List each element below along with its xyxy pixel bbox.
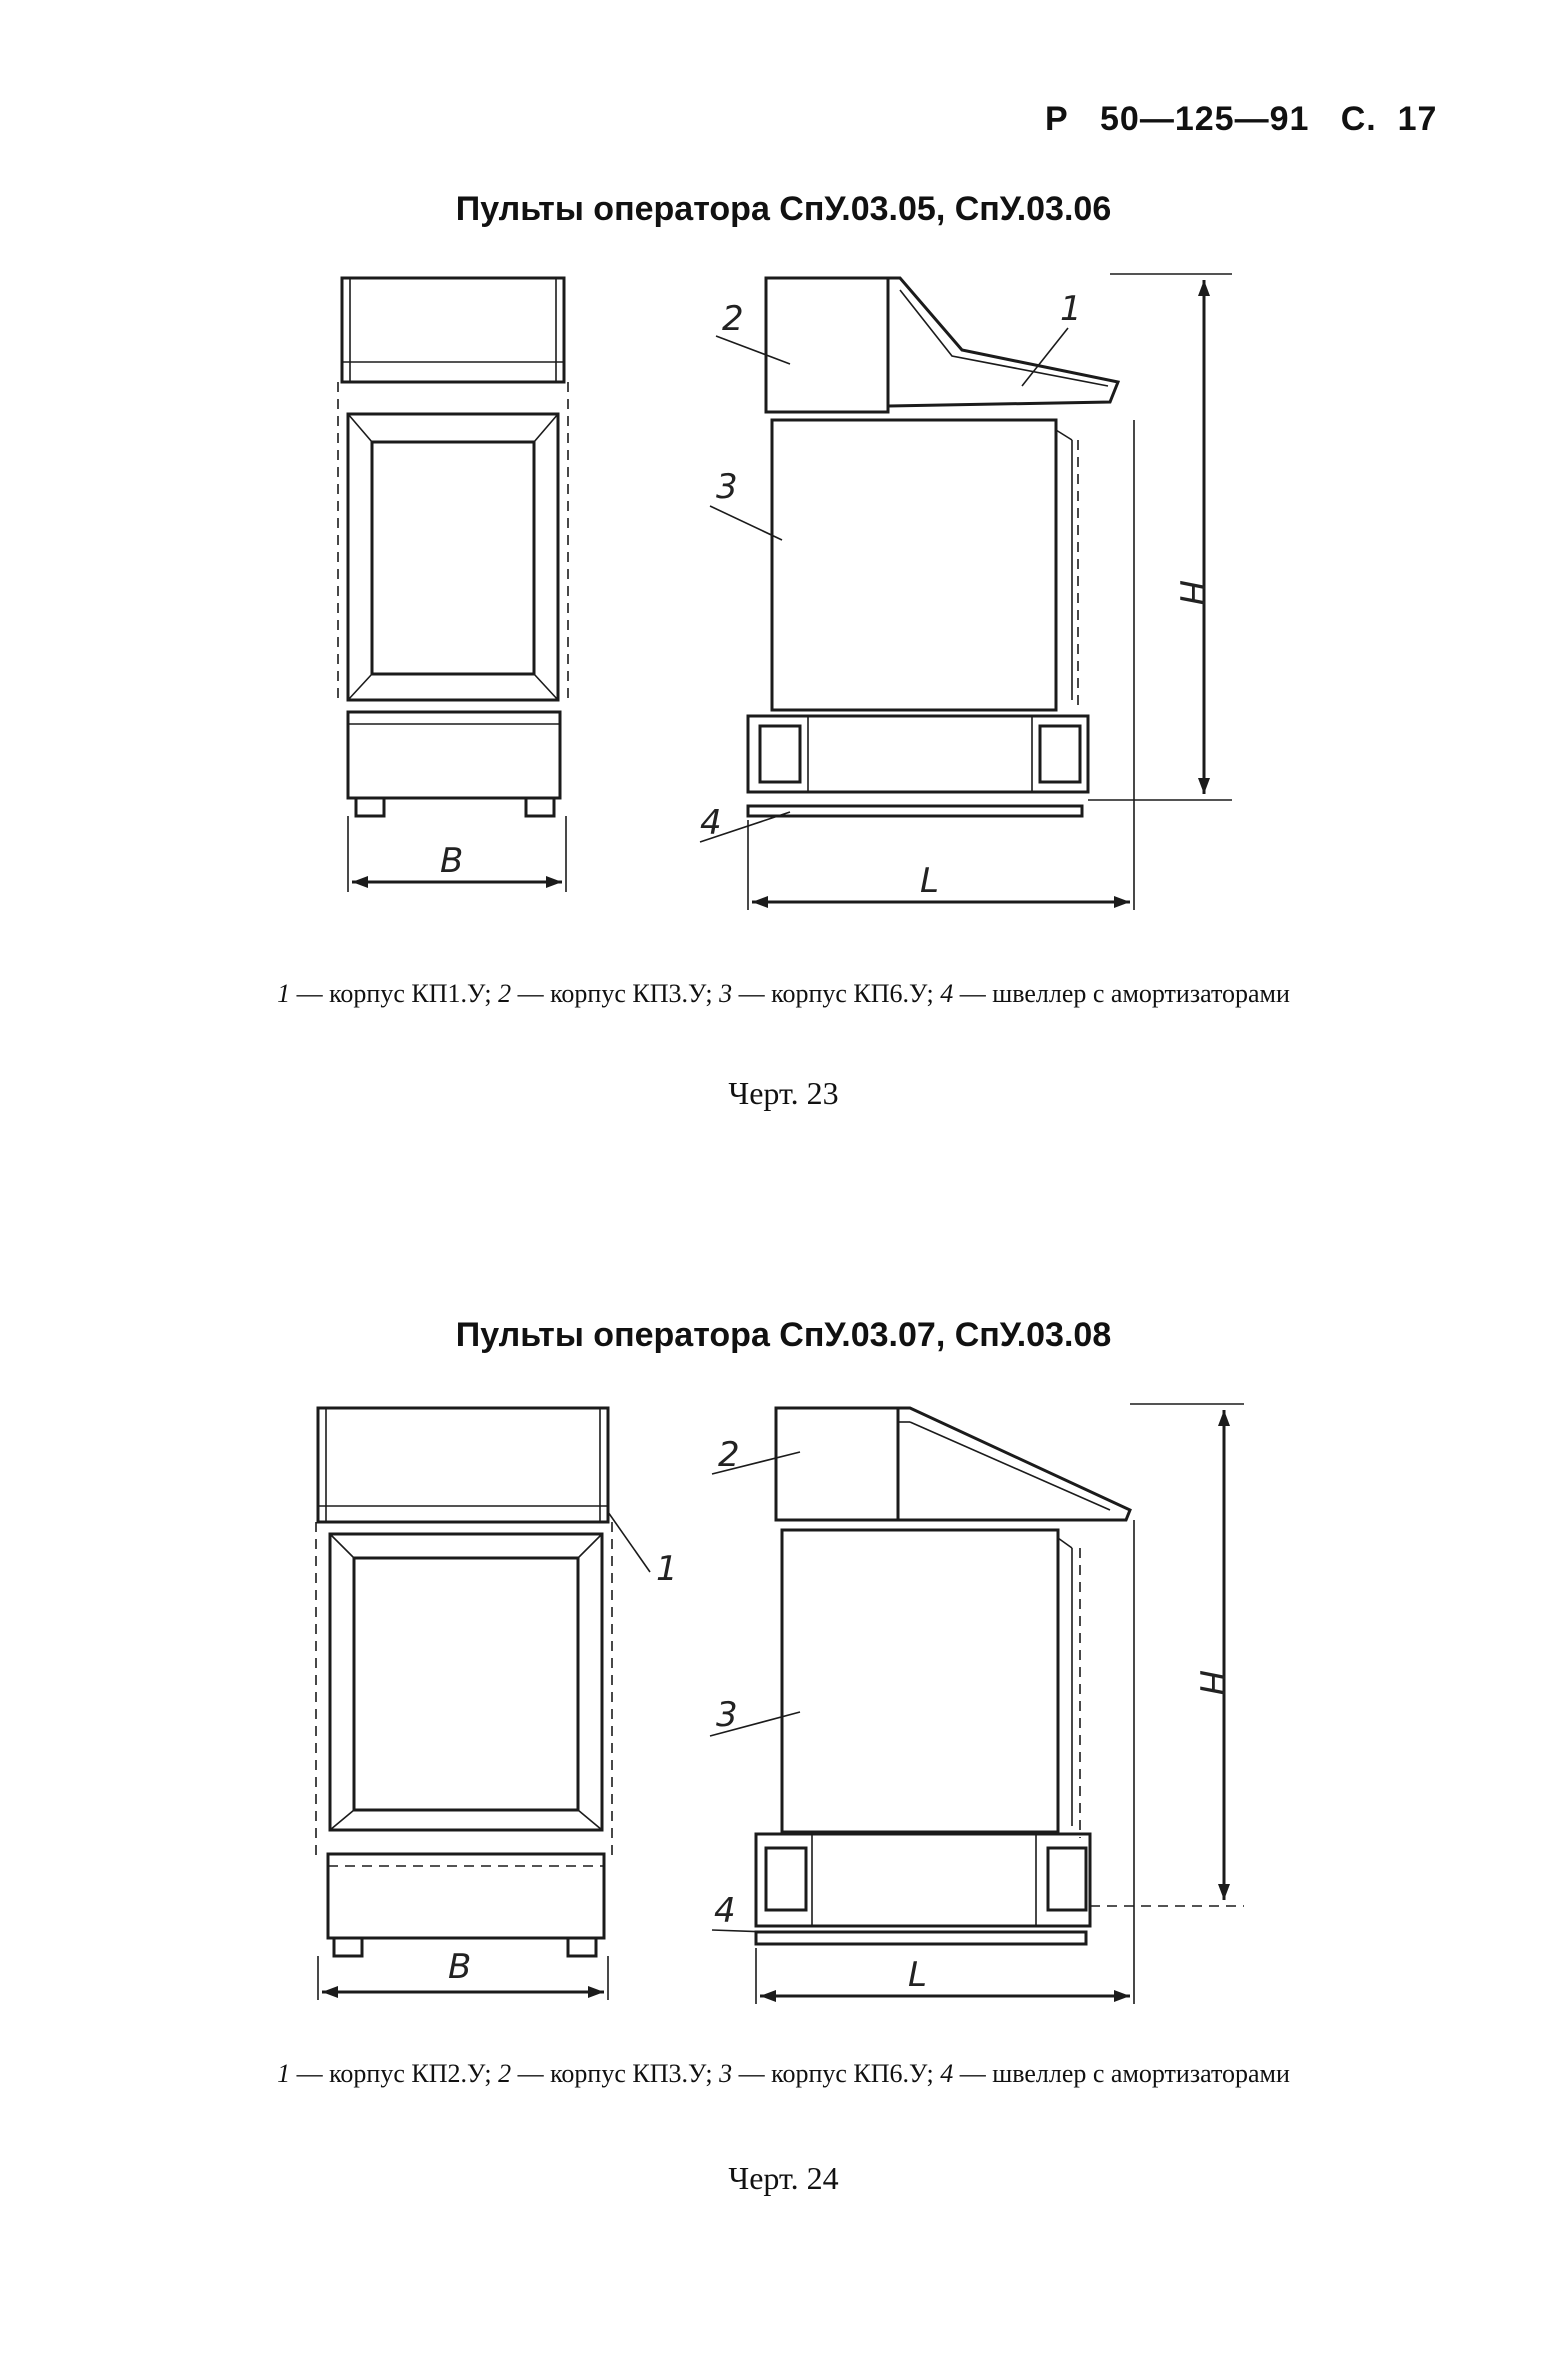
fig24-dim-h-label: H	[1191, 1670, 1231, 1696]
fig24-callout-2: 2	[718, 1435, 740, 1475]
figure-24-caption: 1 — корпус КП2.У; 2 — корпус КП3.У; 3 — корпус КП6.У; 4 — швеллер с амортизаторами	[277, 2059, 1290, 2088]
figure-24-label: Черт. 24	[728, 2160, 839, 2196]
figure-23-label: Черт. 23	[728, 1075, 839, 1111]
figure-24-drawing	[0, 1360, 1567, 2020]
fig24-callout-4: 4	[714, 1891, 736, 1931]
fig24-side-view	[710, 1404, 1244, 2004]
fig23-callout-1: 1	[1060, 289, 1082, 329]
fig24-dim-l-label: L	[908, 1955, 927, 1995]
fig23-front-view	[338, 278, 568, 892]
figure-23-caption: 1 — корпус КП1.У; 2 — корпус КП3.У; 3 — корпус КП6.У; 4 — швеллер с амортизаторами	[277, 979, 1290, 1008]
fig23-callout-3: 3	[716, 467, 738, 507]
figure-24-title: Пульты оператора СпУ.03.07, СпУ.03.08	[455, 1316, 1112, 1354]
fig24-dim-b-label: B	[448, 1947, 472, 1987]
fig24-callout-1: 1	[656, 1549, 678, 1589]
fig23-dim-h-label: H	[1171, 580, 1211, 606]
figure-23-title: Пульты оператора СпУ.03.05, СпУ.03.06	[455, 190, 1112, 228]
fig23-dim-l-label: L	[920, 861, 939, 901]
fig23-callout-2: 2	[722, 299, 744, 339]
fig24-front-view	[316, 1408, 678, 2000]
fig23-callout-4: 4	[700, 803, 722, 843]
fig24-callout-3: 3	[716, 1695, 738, 1735]
fig23-dim-b-label: B	[440, 841, 464, 881]
figure-23-drawing	[0, 0, 1567, 1000]
fig23-side-view	[700, 274, 1232, 910]
page-header-code: Р 50—125—91 С. 17	[1045, 100, 1438, 138]
